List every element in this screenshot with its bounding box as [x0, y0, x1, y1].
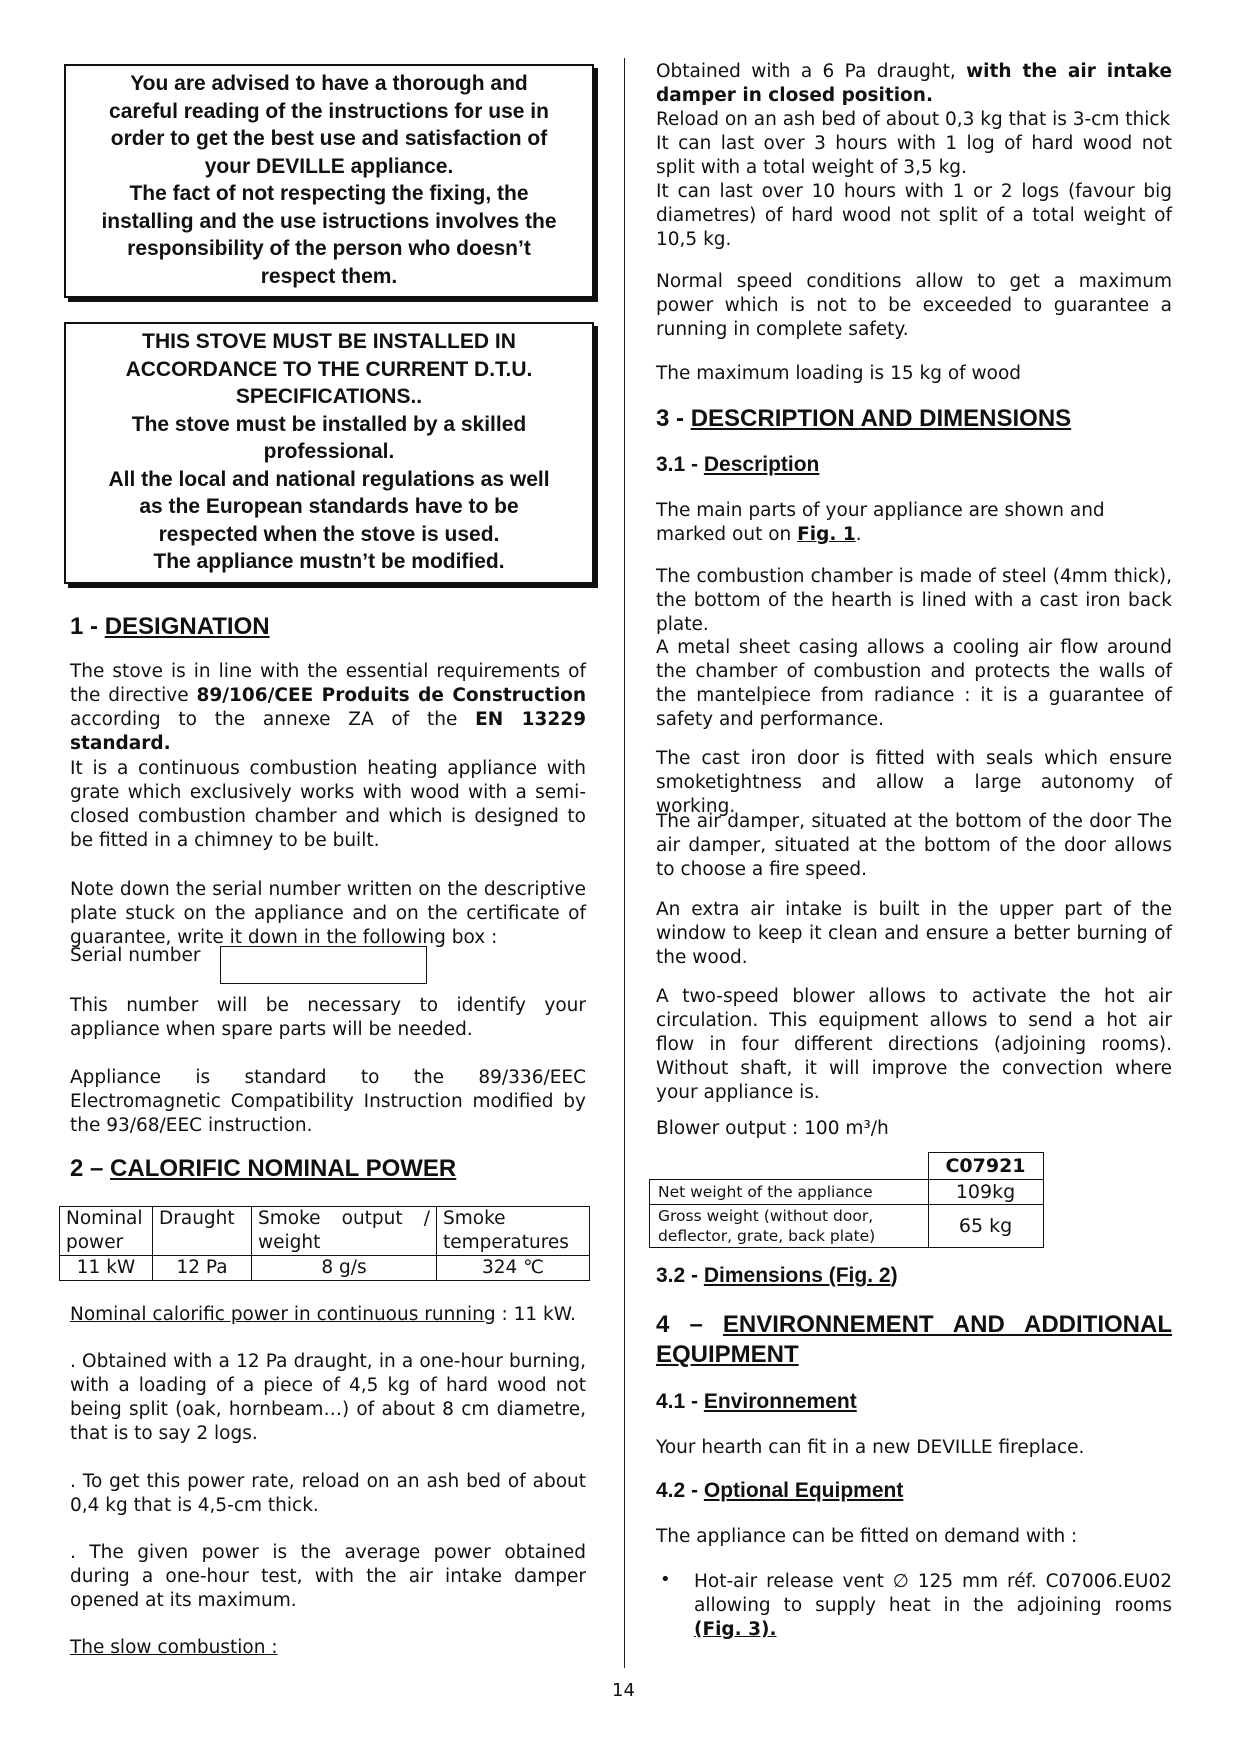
s2-paragraph-average: . The given power is the average power obtained during a one-hour test, with the air intake damper opened at its maximum. — [70, 1542, 586, 1611]
s31-paragraph-door: The cast iron door is fitted with seals which ensure smoketightness and allow a large autonomy of working. — [656, 748, 1172, 817]
section-1-heading: 1 - DESIGNATION — [70, 613, 270, 640]
s31-paragraph-casing: A metal sheet casing allows a cooling air flow around the chamber of combustion and protects the walls of the mantelpiece from radiance : it is a guarantee of safety and performance. — [656, 637, 1172, 730]
section-2-heading: 2 – CALORIFIC NOMINAL POWER — [70, 1155, 457, 1182]
s31-paragraph-fig1: The main parts of your appliance are shown and marked out on Fig. 1. — [656, 500, 1105, 545]
s1-paragraph-serial: Note down the serial number written on the descriptive plate stuck on the appliance and on the certificate of guarantee, write it down in the following box : — [70, 879, 586, 948]
table-row — [60, 1256, 590, 1281]
notice-line: respected when the stove is used. — [158, 522, 500, 546]
table-cell: Gross weight (without door, deflector, grate, back plate) — [650, 1205, 929, 1248]
notice-line: responsibility of the person who doesn’t — [127, 237, 531, 260]
notice-line: THIS STOVE MUST BE INSTALLED IN — [142, 330, 516, 353]
bullet-icon: • — [660, 1569, 671, 1590]
slow-combustion-draught: Obtained with a 6 Pa draught, with the air intake damper in closed position. — [656, 61, 1172, 106]
section-4-2-heading: 4.2 - Optional Equipment — [656, 1479, 904, 1502]
section-3-heading: 3 - DESCRIPTION AND DIMENSIONS — [656, 405, 1072, 432]
maximum-loading: The maximum loading is 15 kg of wood — [656, 363, 1022, 384]
notice-line: professional. — [263, 440, 395, 463]
table-cell: 11 kW — [60, 1256, 153, 1281]
page-number: 14 — [612, 1680, 635, 1701]
table-cell: 109kg — [928, 1180, 1043, 1205]
slow-3-hours: It can last over 3 hours with 1 log of hard wood not split with a total weight of 3,5 kg. — [656, 133, 1172, 178]
notice-line: your DEVILLE appliance. — [204, 154, 454, 178]
table-cell: 324 ℃ — [437, 1256, 590, 1281]
slow-10-hours: It can last over 10 hours with 1 or 2 logs (favour big diametres) of hard wood not split of a total weight of 10,5 kg. — [656, 181, 1172, 250]
s31-paragraph-chamber: The combustion chamber is made of steel (4mm thick), the bottom of the hearth is lined with a cast iron back plate. — [656, 566, 1172, 635]
column-divider — [624, 58, 625, 1668]
serial-number-box[interactable] — [220, 946, 427, 984]
table-header-cell: Nominal power — [60, 1207, 153, 1256]
normal-speed-paragraph: Normal speed conditions allow to get a maximum power which is not to be exceeded to guarantee a running in complete safety. — [656, 271, 1172, 340]
table-cell: 12 Pa — [153, 1256, 252, 1281]
s31-paragraph-damper: The air damper, situated at the bottom of the door The air damper, situated at the bottom of the door allows to choose a fire speed. — [656, 811, 1172, 880]
slow-reload: Reload on an ash bed of about 0,3 kg that is 3-cm thick — [656, 109, 1171, 130]
optional-equipment-item: Hot-air release vent ∅ 125 mm réf. C07006.EU02 allowing to supply heat in the adjoining rooms (Fig. 3). — [694, 1571, 1172, 1640]
table-header-row — [60, 1207, 590, 1256]
notice-line: ACCORDANCE TO THE CURRENT D.T.U. — [125, 357, 533, 381]
notice-line: The stove must be installed by a skilled — [131, 412, 527, 436]
blower-output: Blower output : 100 m³/h — [656, 1118, 889, 1139]
notice-line: All the local and national regulations as well — [108, 467, 550, 491]
s1-paragraph-emc: Appliance is standard to the 89/336/EEC Electromagnetic Compatibility Instruction modified by the 93/68/EEC instruction. — [70, 1067, 586, 1136]
section-4-1-heading: 4.1 - Environnement — [656, 1390, 857, 1413]
notice-line: as the European standards have to be — [139, 495, 519, 518]
table-header-cell: Draught — [153, 1207, 252, 1256]
notice-line: SPECIFICATIONS.. — [235, 385, 423, 408]
notice-box-read-instructions — [64, 64, 594, 298]
table-cell: Net weight of the appliance — [650, 1180, 929, 1205]
table-cell: 8 g/s — [252, 1256, 437, 1281]
serial-number-row — [70, 944, 427, 984]
table-header-cell: Smoke output / weight — [252, 1207, 437, 1256]
notice-line: You are advised to have a thorough and — [130, 72, 528, 95]
notice-box-installation — [64, 322, 594, 584]
s42-paragraph: The appliance can be fitted on demand with : — [656, 1526, 1078, 1547]
s31-paragraph-blower: A two-speed blower allows to activate the hot air circulation. This equipment allows to send a hot air flow in four different directions (adjoining rooms). Without shaft, it will improve the convection where your appliance is. — [656, 986, 1172, 1103]
table-row — [650, 1205, 1044, 1248]
section-3-2-heading: 3.2 - Dimensions (Fig. 2) — [656, 1264, 898, 1287]
model-header: C07921 — [928, 1153, 1043, 1180]
s41-paragraph: Your hearth can fit in a new DEVILLE fireplace. — [656, 1437, 1085, 1458]
s2-paragraph-reload: . To get this power rate, reload on an ash bed of about 0,4 kg that is 4,5-cm thick. — [70, 1471, 586, 1516]
notice-line: The appliance mustn’t be modified. — [153, 550, 505, 573]
nominal-power-line: Nominal calorific power in continuous running : 11 kW. — [70, 1304, 576, 1325]
weight-table — [649, 1152, 1044, 1248]
section-4-heading: 4 – ENVIRONNEMENT AND ADDITIONAL EQUIPMENT — [656, 1311, 1172, 1368]
notice-line: order to get the best use and satisfaction of — [110, 127, 548, 150]
s1-paragraph-spare-parts: This number will be necessary to identify your appliance when spare parts will be needed. — [70, 995, 586, 1040]
s1-paragraph-directive: The stove is in line with the essential requirements of the directive 89/106/CEE Produits de Construction according to the annexe ZA of the EN 13229 standard. — [70, 661, 586, 754]
power-table — [59, 1206, 590, 1281]
notice-line: careful reading of the instructions for use in — [109, 99, 549, 123]
serial-number-label: Serial number — [70, 945, 201, 966]
s31-paragraph-air-intake: An extra air intake is built in the upper part of the window to keep it clean and ensure a better burning of the wood. — [656, 899, 1172, 968]
notice-line: installing and the use istructions involves the — [101, 209, 557, 233]
table-header-cell: Smoke temperatures — [437, 1207, 590, 1256]
notice-line: The fact of not respecting the fixing, the — [129, 182, 529, 205]
s1-paragraph-appliance: It is a continuous combustion heating appliance with grate which exclusively works with wood with a semi-closed combustion chamber and which is designed to be fitted in a chimney to be built. — [70, 758, 586, 851]
section-3-1-heading: 3.1 - Description — [656, 453, 820, 476]
notice-line: respect them. — [260, 264, 398, 288]
s2-paragraph-draught: . Obtained with a 12 Pa draught, in a one-hour burning, with a loading of a piece of 4,5 kg of hard wood not being split (oak, hornbeam…) of about 8 cm diametre, that is to say 2 logs. — [70, 1351, 586, 1444]
slow-combustion-label: The slow combustion : — [70, 1637, 278, 1658]
table-cell: 65 kg — [928, 1205, 1043, 1248]
table-header-row — [650, 1153, 1044, 1180]
table-row — [650, 1180, 1044, 1205]
